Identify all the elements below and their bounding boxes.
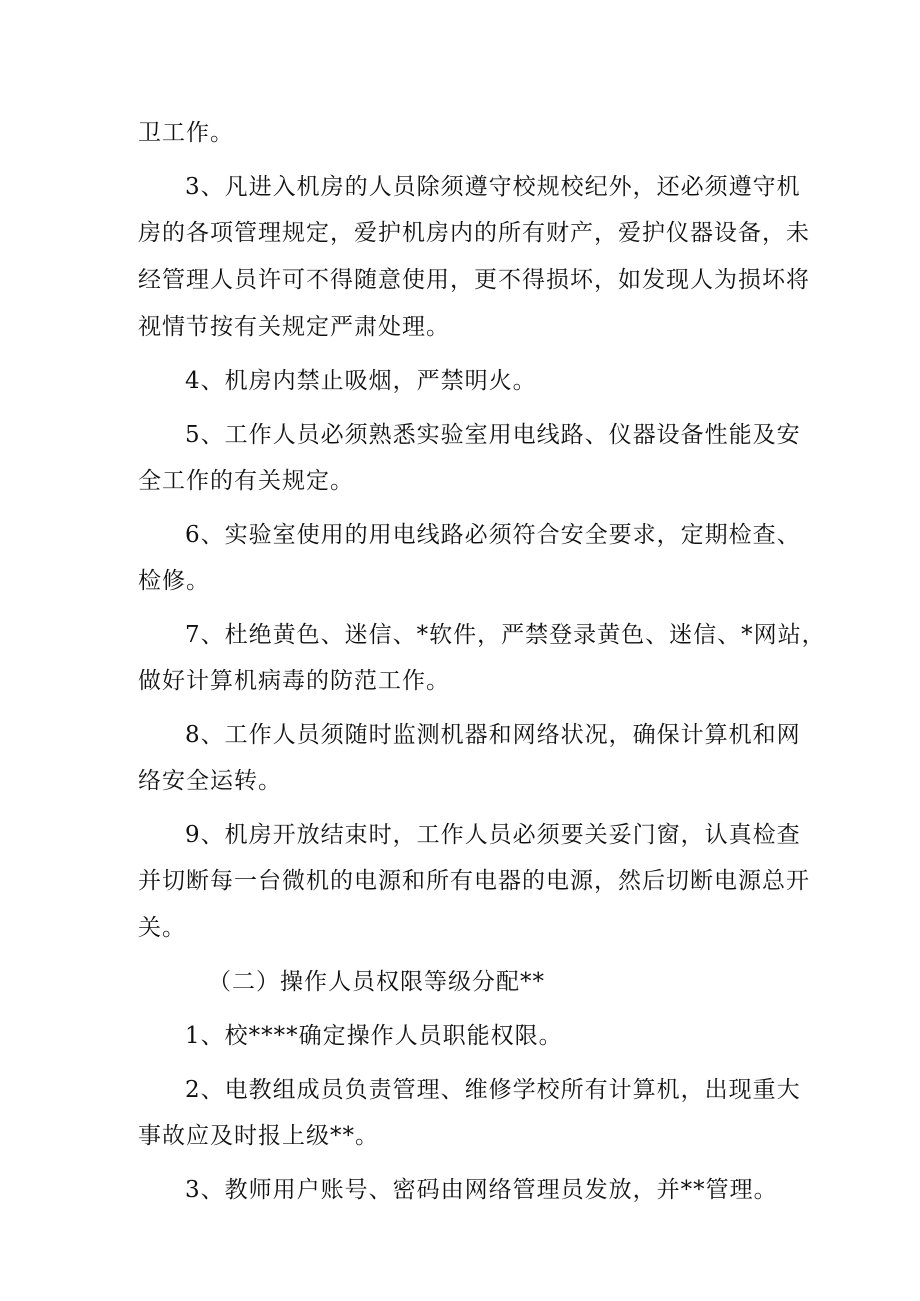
- paragraph-8-line-2: 络安全运转。: [138, 768, 282, 794]
- section-heading: （二）操作人员权限等级分配**: [208, 969, 545, 995]
- paragraph-9-line-1: 9、机房开放结束时，工作人员必须要关妥门窗，认真检查: [185, 822, 801, 848]
- paragraph-4-line-1: 4、机房内禁止吸烟，严禁明火。: [185, 368, 537, 394]
- paragraph-9-line-3: 关。: [138, 915, 186, 941]
- item-3-line-1: 3、教师用户账号、密码由网络管理员发放，并**管理。: [185, 1177, 778, 1203]
- paragraph-8-line-1: 8、工作人员须随时监测机器和网络状况，确保计算机和网: [185, 722, 801, 748]
- item-2-line-1: 2、电教组成员负责管理、维修学校所有计算机，出现重大: [185, 1077, 801, 1103]
- paragraph-3-line-2: 房的各项管理规定，爱护机房内的所有财产，爱护仪器设备，未: [138, 220, 810, 246]
- item-2-line-2: 事故应及时报上级**。: [138, 1123, 379, 1149]
- paragraph-6-line-1: 6、实验室使用的用电线路必须符合安全要求，定期检查、: [185, 522, 801, 548]
- paragraph-7-line-2: 做好计算机病毒的防范工作。: [138, 668, 450, 694]
- paragraph-3-line-3: 经管理人员许可不得随意使用，更不得损坏，如发现人为损坏将: [138, 267, 810, 293]
- paragraph-3-line-1: 3、凡进入机房的人员除须遵守校规校纪外，还必须遵守机: [185, 174, 801, 200]
- paragraph-5-line-1: 5、工作人员必须熟悉实验室用电线路、仪器设备性能及安: [185, 422, 801, 448]
- paragraph-3-line-4: 视情节按有关规定严肃处理。: [138, 314, 450, 340]
- text-line: 卫工作。: [138, 120, 234, 146]
- paragraph-5-line-2: 全工作的有关规定。: [138, 468, 354, 494]
- item-1-line-1: 1、校****确定操作人员职能权限。: [185, 1023, 563, 1049]
- paragraph-6-line-2: 检修。: [138, 568, 210, 594]
- paragraph-9-line-2: 并切断每一台微机的电源和所有电器的电源，然后切断电源总开: [138, 868, 810, 894]
- paragraph-7-line-1: 7、杜绝黄色、迷信、*软件，严禁登录黄色、迷信、*网站，: [185, 622, 826, 648]
